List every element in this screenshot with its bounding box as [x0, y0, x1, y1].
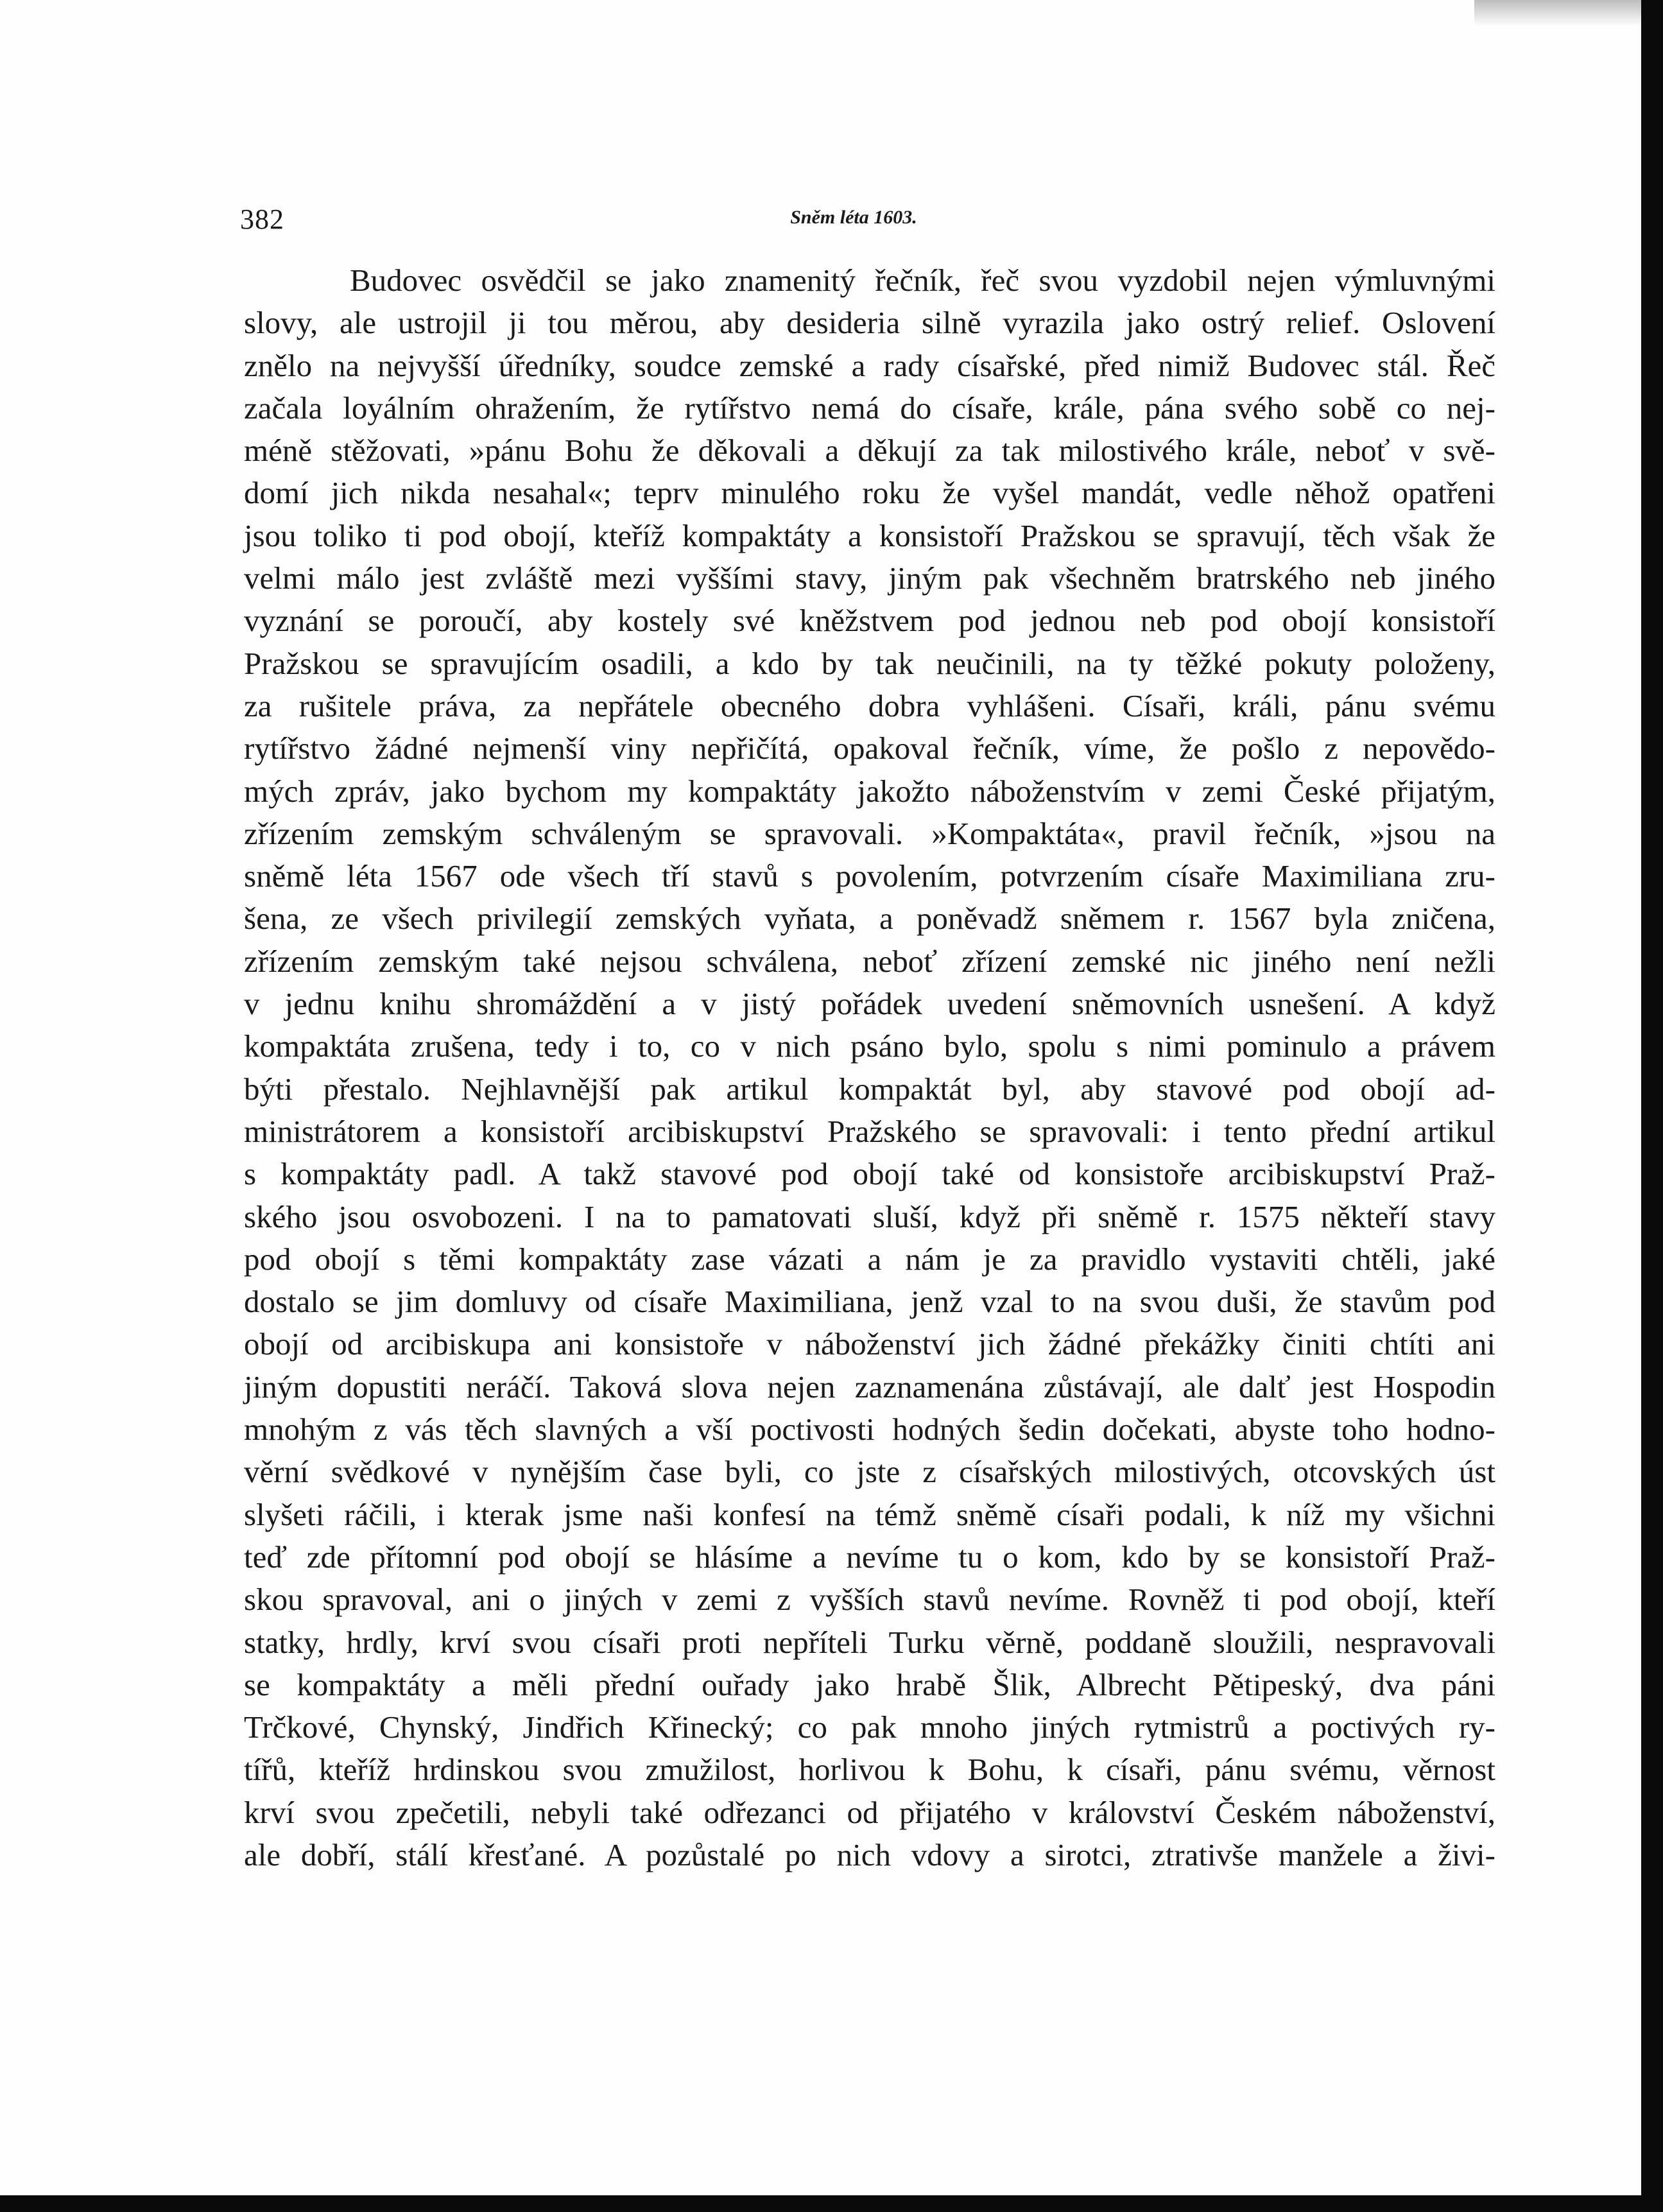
text-line: domí jich nikda nesahal«; teprv minulého roku že vyšel mandát, vedle něhož opatřeni	[244, 475, 1495, 511]
text-line: býti přestalo. Nejhlavnější pak artikul kompaktát byl, aby stavové pod obojí ad-	[244, 1071, 1495, 1107]
text-line: velmi málo jest zvláště mezi vyššími stavy, jiným pak všechněm bratrského neb jiného	[244, 560, 1495, 596]
text-line: rytířstvo žádné nejmenší viny nepřičítá, opakoval řečník, víme, že pošlo z nepovědo-	[244, 730, 1495, 766]
text-line: ského jsou osvobozeni. I na to pamatovati sluší, když při sněmě r. 1575 někteří stavy	[244, 1198, 1495, 1234]
text-line: Trčkové, Chynský, Jindřich Křinecký; co pak mnoho jiných rytmistrů a poctivých ry-	[244, 1709, 1495, 1745]
text-line: za rušitele práva, za nepřátele obecného dobra vyhlášeni. Císaři, králi, pánu svému	[244, 687, 1495, 723]
text-line: mých zpráv, jako bychom my kompaktáty jakožto náboženstvím v zemi České přijatým,	[244, 773, 1495, 809]
text-line: sněmě léta 1567 ode všech tří stavů s povolením, potvrzením císaře Maximiliana zru-	[244, 858, 1495, 894]
text-line: Budovec osvědčil se jako znamenitý řečník, řeč svou vyzdobil nejen výmluvnými	[350, 263, 1495, 298]
text-line: s kompaktáty padl. A takž stavové pod obojí také od konsistoře arcibiskupství Praž-	[244, 1156, 1495, 1192]
text-line: začala loyálním ohražením, že rytířstvo nemá do císaře, krále, pána svého sobě co nej-	[244, 390, 1495, 426]
text-line: zřízením zemským schváleným se spravovali. »Kompaktáta«, pravil řečník, »jsou na	[244, 815, 1495, 851]
text-line: slovy, ale ustrojil ji tou měrou, aby desideria silně vyrazila jako ostrý relief. Oslovení	[244, 305, 1495, 341]
text-line: věrní svědkové v nynějším čase byli, co jste z císařských milostivých, otcovských úst	[244, 1454, 1495, 1490]
page-number: 382	[240, 203, 284, 235]
text-line: statky, hrdly, krví svou císaři proti nepříteli Turku věrně, poddaně sloužili, nespravovali	[244, 1624, 1495, 1660]
text-line: šena, ze všech privilegií zemských vyňata, a poněvadž sněmem r. 1567 byla zničena,	[244, 901, 1495, 937]
text-line: dostalo se jim domluvy od císaře Maximiliana, jenž vzal to na svou duši, že stavům pod	[244, 1284, 1495, 1320]
text-line: mnohým z vás těch slavných a vší poctivosti hodných šedin dočekati, abyste toho hodno-	[244, 1412, 1495, 1447]
text-line: obojí od arcibiskupa ani konsistoře v náboženství jich žádné překážky činiti chtíti ani	[244, 1326, 1495, 1362]
text-line: krví svou zpečetili, nebyli také odřezanci od přijatého v království Českém náboženství,	[244, 1794, 1495, 1830]
text-line: znělo na nejvyšší úředníky, soudce zemské a rady císařské, před nimiž Budovec stál. Řeč	[244, 347, 1495, 383]
text-line: Pražskou se spravujícím osadili, a kdo by tak neučinili, na ty těžké pokuty položeny,	[244, 645, 1495, 681]
text-line: jsou toliko ti pod obojí, kteříž kompaktáty a konsistoří Pražskou se spravují, těch však že	[244, 517, 1495, 553]
text-line: se kompaktáty a měli přední ouřady jako hrabě Šlik, Albrecht Pětipeský, dva páni	[244, 1666, 1495, 1702]
text-line: slyšeti ráčili, i kterak jsme naši konfesí na témž sněmě císaři podali, k níž my všichni	[244, 1496, 1495, 1532]
scan-shadow-top	[1474, 0, 1641, 26]
text-line: zřízením zemským také nejsou schválena, neboť zřízení zemské nic jiného není nežli	[244, 943, 1495, 979]
text-line: méně stěžovati, »pánu Bohu že děkovali a děkují za tak milostivého krále, neboť v svě-	[244, 433, 1495, 469]
running-title: Sněm léta 1603.	[790, 207, 917, 228]
text-line: ministrátorem a konsistoří arcibiskupství Pražského se spravovali: i tento přední artikul	[244, 1113, 1495, 1149]
text-line: tířů, kteříž hrdinskou svou zmužilost, horlivou k Bohu, k císaři, pánu svému, věrnost	[244, 1752, 1495, 1788]
body-paragraph	[244, 259, 1495, 1876]
text-line: kompaktáta zrušena, tedy i to, co v nich psáno bylo, spolu s nimi pominulo a právem	[244, 1028, 1495, 1064]
text-line: v jednu knihu shromáždění a v jistý pořádek uvedení sněmovních usnešení. A když	[244, 986, 1495, 1022]
text-line: vyznání se poroučí, aby kostely své kněžstvem pod jednou neb pod obojí konsistoří	[244, 603, 1495, 639]
text-line: teď zde přítomní pod obojí se hlásíme a nevíme tu o kom, kdo by se konsistoří Praž-	[244, 1539, 1495, 1575]
scan-border-right	[1641, 0, 1663, 2212]
text-line: skou spravoval, ani o jiných v zemi z vyšších stavů nevíme. Rovněž ti pod obojí, kteří	[244, 1582, 1495, 1618]
scan-border-bottom	[0, 2195, 1663, 2212]
text-line: pod obojí s těmi kompaktáty zase vázati a nám je za pravidlo vystaviti chtěli, jaké	[244, 1241, 1495, 1277]
text-line: ale dobří, stálí křesťané. A pozůstalé po nich vdovy a sirotci, ztrativše manžele a živi-	[244, 1836, 1495, 1872]
text-line: jiným dopustiti neráčí. Taková slova nejen zaznamenána zůstávají, ale dalť jest Hospodin	[244, 1369, 1495, 1404]
